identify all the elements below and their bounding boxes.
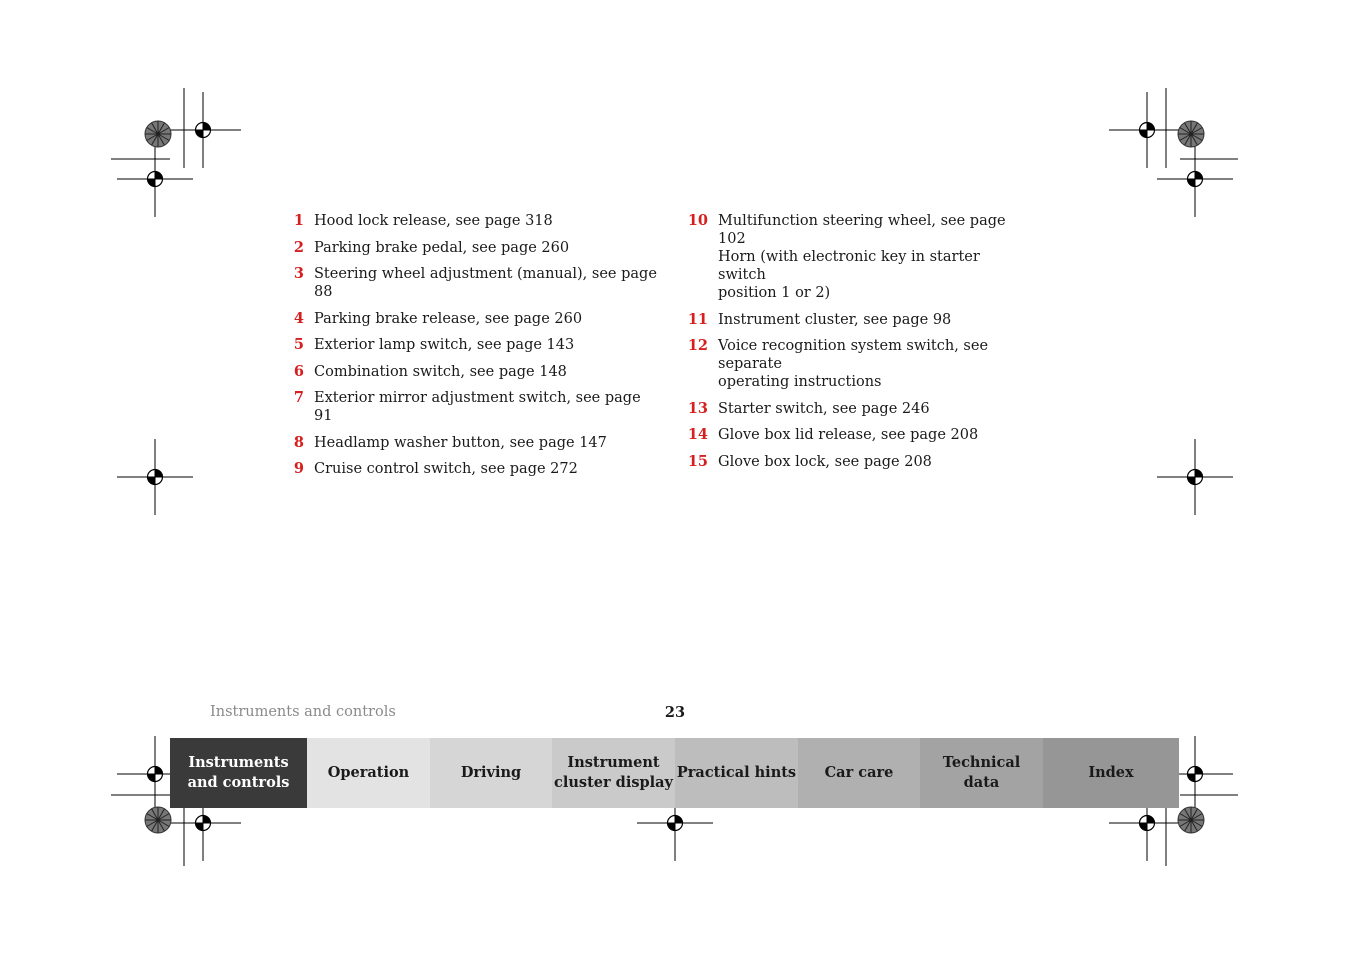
tab-instrument-cluster-display[interactable]: Instrument cluster display (552, 738, 675, 808)
tab-instruments-and-controls[interactable]: Instruments and controls (170, 738, 307, 808)
footer-section-title: Instruments and controls (210, 704, 396, 720)
list-item (282, 212, 662, 230)
list-item (282, 310, 662, 328)
tab-operation[interactable]: Operation (307, 738, 430, 808)
item-number: 3 (293, 265, 304, 282)
item-number: 2 (293, 238, 304, 256)
list-item (686, 212, 1031, 302)
item-line: Horn (with electronic key in starter switch (718, 249, 980, 283)
item-text (708, 212, 1031, 302)
chapter-tabs (170, 738, 1179, 808)
item-line: Voice recognition system switch, see separate (718, 338, 989, 372)
legend-list-left (282, 212, 662, 487)
item-text (708, 337, 1031, 391)
item-number: 14 (687, 426, 708, 443)
list-item (686, 426, 1031, 444)
legend-list-right (686, 212, 1031, 479)
list-item (686, 400, 1031, 418)
item-number: 4 (293, 309, 304, 327)
item-number: 1 (293, 212, 304, 229)
page-number: 23 (664, 704, 686, 721)
item-text: Cruise control switch, see page 272 (314, 461, 578, 477)
item-number: 11 (687, 310, 708, 328)
item-text: Parking brake pedal, see page 260 (314, 239, 570, 256)
item-text: Starter switch, see page 246 (718, 400, 930, 417)
item-number: 6 (293, 362, 304, 380)
item-text: Hood lock release, see page 318 (314, 213, 553, 229)
list-item (686, 453, 1031, 471)
tab-technical-data[interactable]: Technical data (920, 738, 1043, 808)
item-number: 10 (687, 212, 708, 229)
item-text: Exterior mirror adjustment switch, see page 91 (314, 390, 641, 424)
item-text: Headlamp washer button, see page 147 (314, 434, 607, 451)
list-item (282, 265, 662, 301)
list-item (282, 434, 662, 452)
item-text: Steering wheel adjustment (manual), see page 88 (314, 266, 657, 300)
tab-practical-hints[interactable]: Practical hints (675, 738, 798, 808)
item-text: Exterior lamp switch, see page 143 (314, 337, 575, 353)
item-number: 8 (293, 433, 304, 451)
item-number: 12 (687, 337, 708, 354)
item-text: Parking brake release, see page 260 (314, 310, 583, 327)
list-item (282, 363, 662, 381)
item-number: 7 (293, 389, 304, 406)
list-item (282, 336, 662, 354)
item-line: position 1 or 2) (718, 285, 831, 301)
list-item (686, 337, 1031, 391)
list-item (282, 389, 662, 425)
item-number: 5 (293, 336, 304, 353)
list-item (282, 239, 662, 257)
list-item (686, 311, 1031, 329)
item-line: Multifunction steering wheel, see page 102 (718, 213, 1006, 247)
item-text: Glove box lock, see page 208 (718, 453, 932, 470)
item-text: Instrument cluster, see page 98 (718, 311, 952, 328)
tab-driving[interactable]: Driving (430, 738, 552, 808)
item-number: 9 (293, 460, 304, 477)
item-text: Combination switch, see page 148 (314, 363, 567, 380)
item-line: operating instructions (718, 374, 882, 390)
list-item (282, 460, 662, 478)
item-number: 13 (687, 399, 708, 417)
item-number: 15 (687, 452, 708, 470)
tab-car-care[interactable]: Car care (798, 738, 920, 808)
tab-index[interactable]: Index (1043, 738, 1179, 808)
item-text: Glove box lid release, see page 208 (718, 427, 979, 443)
